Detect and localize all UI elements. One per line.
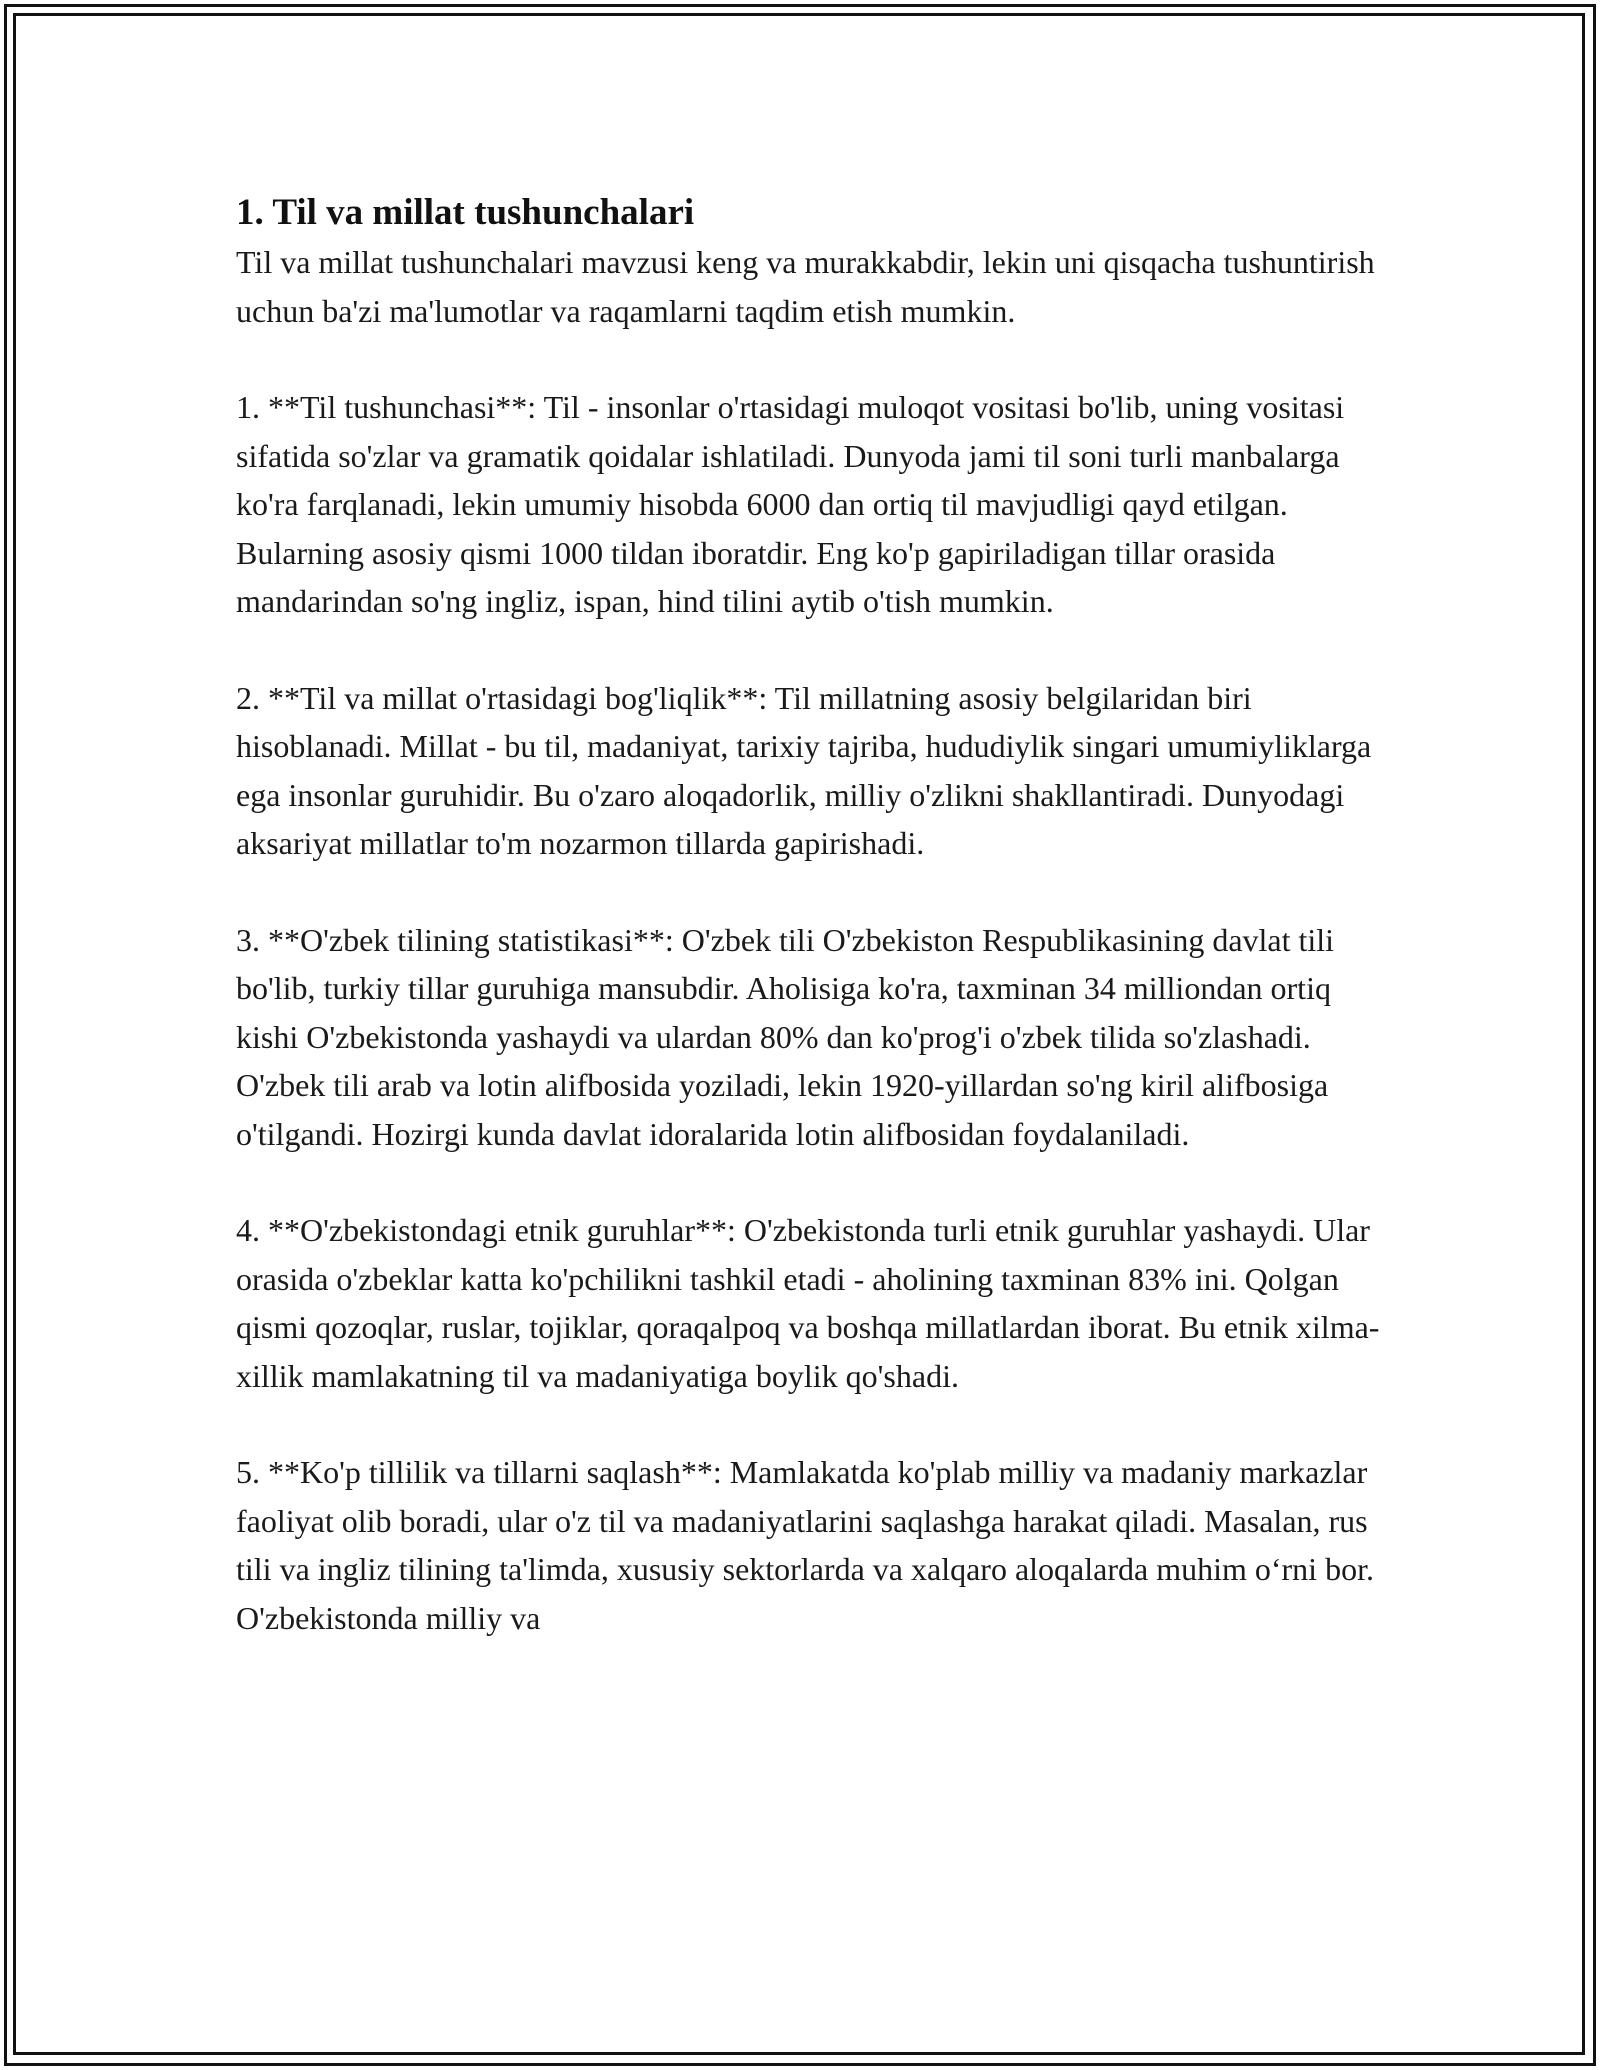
list-item: 5. **Ko'p tillilik va tillarni saqlash**: Mamlakatda ko'plab milliy va madaniy markazlar faoliyat olib boradi, ular o'z til va madaniyatlarini saqlashga harakat qiladi. Masalan, rus tili va ingliz tilining ta'limda, xususiy sektorlarda va xalqaro aloqalarda muhim o‘rni bor. O'zbekistonda milliy va	[236, 1454, 1374, 1636]
list-item: 3. **O'zbek tilining statistikasi**: O'zbek tili O'zbekiston Respublikasining davlat tili bo'lib, turkiy tillar guruhiga mansubdir. Aholisiga ko'ra, taxminan 34 milliondan ortiq kishi O'zbekistonda yashaydi va ulardan 80% dan ko'prog'i o'zbek tilida so'zlashadi. O'zbek tili arab va lotin alifbosida yoziladi, lekin 1920-yillardan so'ng kiril alifbosiga o'tilgandi. Hozirgi kunda davlat idoralarida lotin alifbosidan foydalaniladi.	[236, 921, 1335, 1152]
list-item: 2. **Til va millat o'rtasidagi bog'liqlik**: Til millatning asosiy belgilaridan biri hisoblanadi. Millat - bu til, madaniyat, tarixiy tajriba, hududiylik singari umumiyliklarga ega insonlar guruhidir. Bu o'zaro aloqadorlik, milliy o'zlikni shakllantiradi. Dunyodagi aksariyat millatlar to'm nozarmon tillarda gapirishadi.	[236, 679, 1372, 861]
list-item: 4. **O'zbekistondagi etnik guruhlar**: O'zbekistonda turli etnik guruhlar yashaydi. Ular orasida o'zbeklar katta ko'pchilikni tashkil etadi - aholining taxminan 83% ini. Qolgan qismi qozoqlar, ruslar, tojiklar, qoraqalpoq va boshqa millatlardan iborat. Bu etnik xilma-xillik mamlakatning til va madaniyatiga boylik qo'shadi.	[236, 1212, 1380, 1394]
intro-paragraph: Til va millat tushunchalari mavzusi keng va murakkabdir, lekin uni qisqacha tushuntirish uchun ba'zi ma'lumotlar va raqamlarni taqdim etish mumkin.	[236, 244, 1375, 329]
section-heading: 1. Til va millat tushunchalari	[236, 192, 695, 233]
list-item: 1. **Til tushunchasi**: Til - insonlar o'rtasidagi muloqot vositasi bo'lib, uning vositasi sifatida so'zlar va gramatik qoidalar ishlatiladi. Dunyoda jami til soni turli manbalarga ko'ra farqlanadi, lekin umumiy hisobda 6000 dan ortiq til mavjudligi qayd etilgan. Bularning asosiy qismi 1000 tildan iboratdir. Eng ko'p gapiriladigan tillar orasida mandarindan so'ng ingliz, ispan, hind tilini aytib o'tish mumkin.	[236, 389, 1345, 619]
document-body	[236, 188, 1396, 1642]
